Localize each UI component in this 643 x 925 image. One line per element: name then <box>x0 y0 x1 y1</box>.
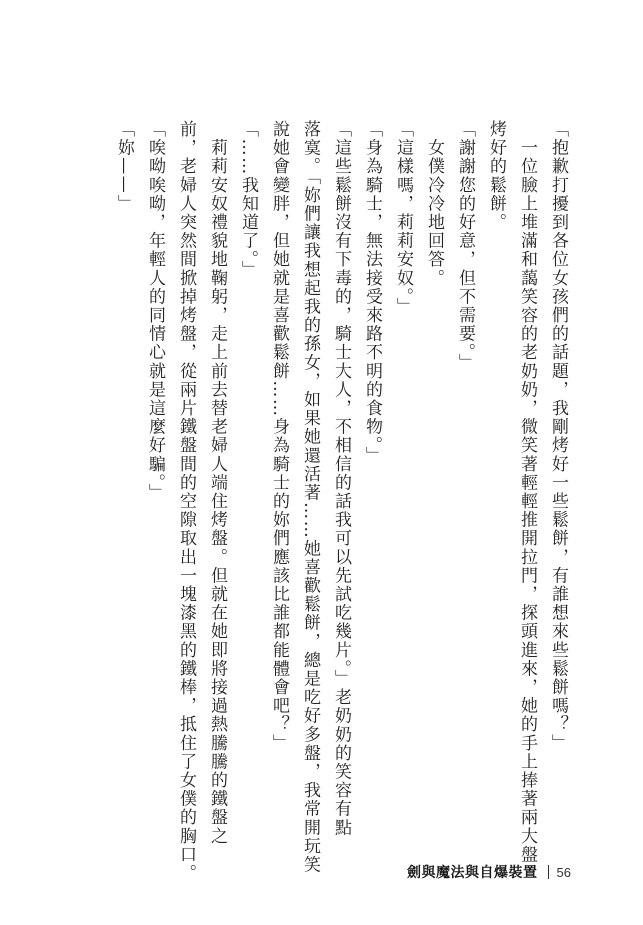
text-line: 「這些鬆餅沒有下毒的，騎士大人，不相信的話我可以先試吃幾片。」老奶奶的笑容有點 <box>331 120 351 837</box>
text-line: 「抱歉打擾到各位女孩們的話題，我剛烤好一些鬆餅，有誰想來些鬆餅嗎？」 <box>548 120 568 753</box>
text-line: 前，老婦人突然間掀掉烤盤，從兩片鐵盤間的空隙取出一塊漆黑的鐵棒，抵住了女僕的胸口。 <box>176 120 196 883</box>
book-title: 劍與魔法與自爆裝置 <box>407 865 538 881</box>
text-line: 說她會變胖，但她就是喜歡鬆餅……身為騎士的妳們應該比誰都能體會吧？」 <box>269 120 289 753</box>
text-line: 「唉呦唉呦，年輕人的同情心就是這麼好騙。」 <box>145 120 165 503</box>
text-line: 「妳——」 <box>114 120 134 213</box>
text-line: 「這樣嗎，莉莉安奴。」 <box>393 120 413 317</box>
text-line: 「謝謝您的好意，但不需要。」 <box>455 120 475 372</box>
text-line: 莉莉安奴禮貌地鞠躬，走上前去替老婦人端住烤盤。但就在她即將接過熱騰騰的鐵盤之 <box>207 120 227 846</box>
page-number: 56 <box>556 864 571 880</box>
text-line: 落寞。「妳們讓我想起我的孫女，如果她還活著……她喜歡鬆餅，總是吃好多盤，我常開玩笑 <box>300 120 320 875</box>
text-line: 一位臉上堆滿和藹笑容的老奶奶，微笑著輕輕推開拉門，探頭進來，她的手上捧著兩大盤 <box>517 120 537 864</box>
footer-divider <box>548 865 549 879</box>
text-line: 女僕冷冷地回答。 <box>424 120 444 288</box>
text-line: 「身為騎士，無法接受來路不明的食物。」 <box>362 120 382 465</box>
text-line: 「……我知道了。」 <box>238 120 258 279</box>
page-footer <box>407 862 571 882</box>
text-line: 烤好的鬆餅。 <box>486 120 506 232</box>
